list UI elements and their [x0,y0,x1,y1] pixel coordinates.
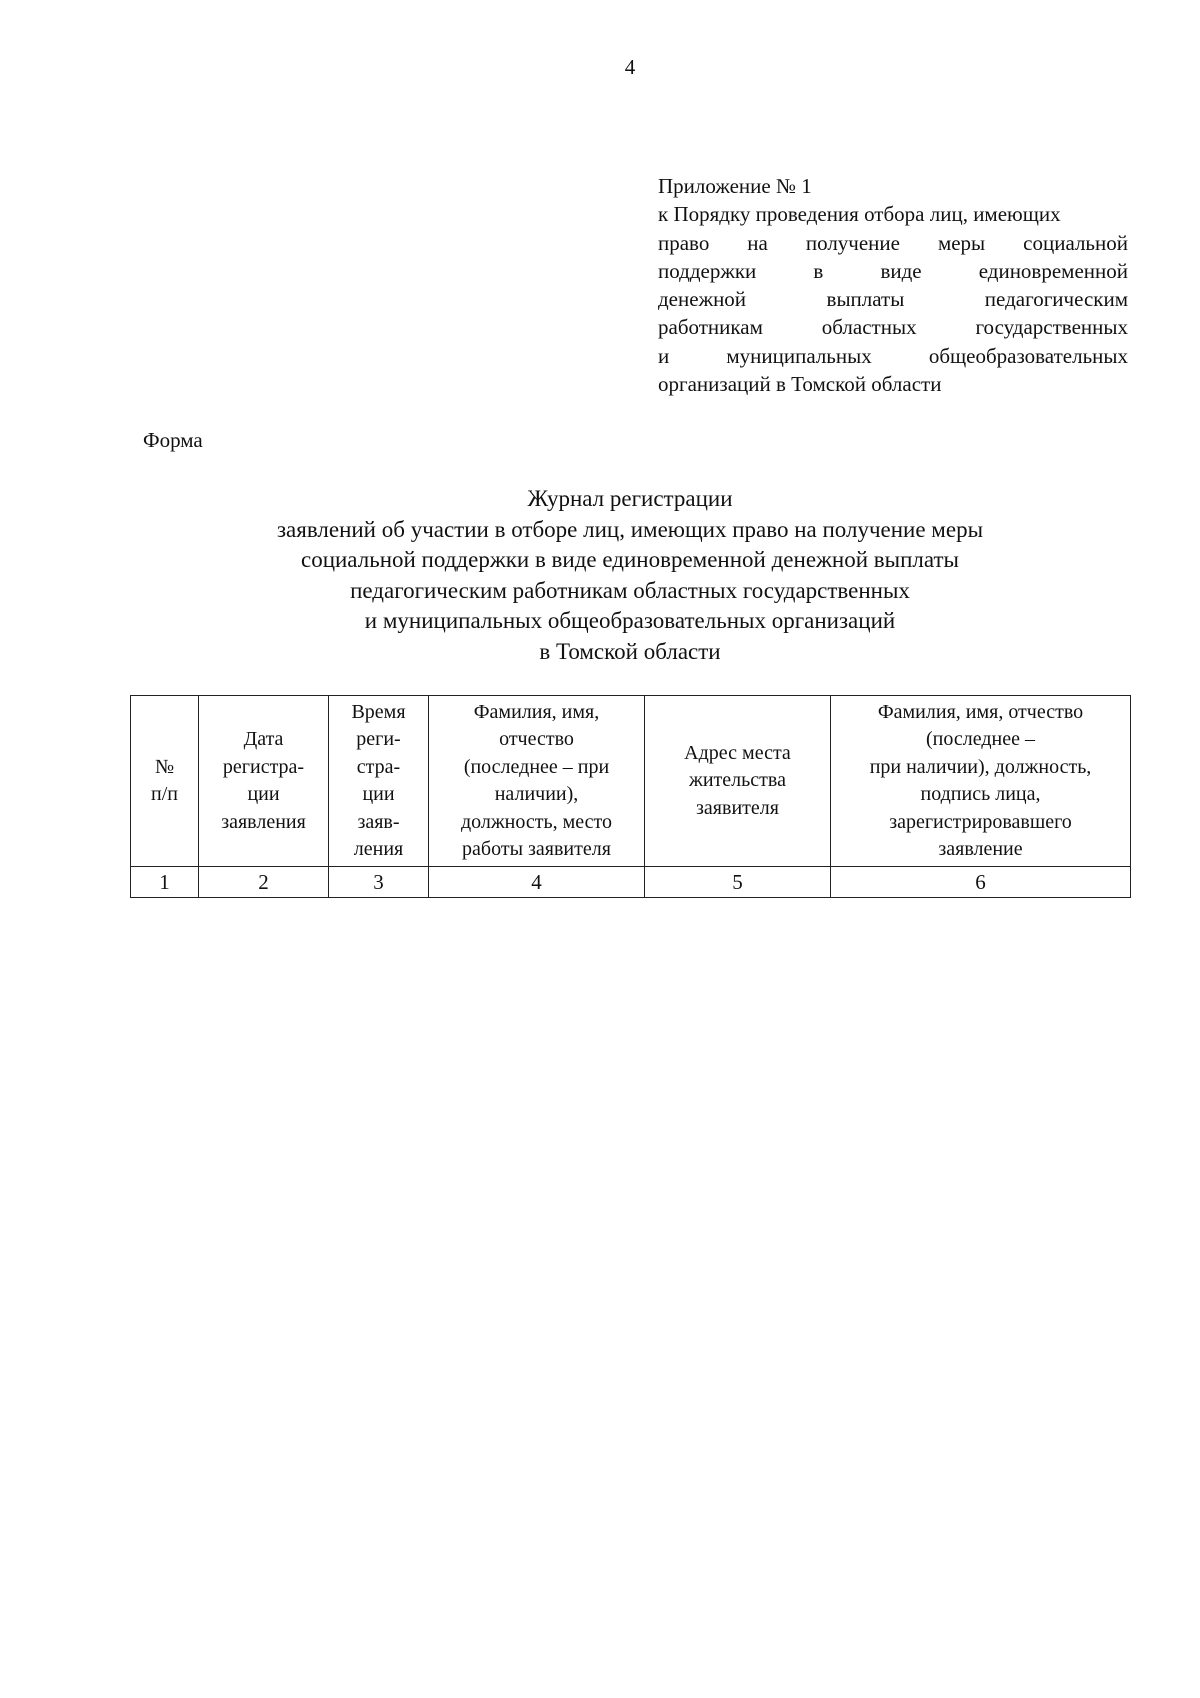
header-cell-registration-time [329,696,429,867]
table-header-row [131,696,1131,867]
appendix-line: к Порядку проведения отбора лиц, имеющих [658,202,1061,227]
header-text: заявления [221,810,306,833]
column-number-cell: 4 [429,867,645,898]
header-text: жительства [689,769,786,792]
header-text: стра- [356,755,401,778]
header-text: заявителя [696,796,779,819]
header-text: № [154,755,175,778]
header-cell-applicant-address [645,696,831,867]
header-cell-registrar [831,696,1131,867]
header-text: должность, место [460,810,613,833]
appendix-line: и муниципальных общеобразовательных [658,343,1128,368]
header-cell-number [131,696,199,867]
header-text: при наличии), должность, [869,755,1092,778]
header-text: заяв- [357,810,400,833]
column-number-cell: 2 [199,867,329,898]
journal-title-line: и муниципальных общеобразовательных организаций [364,608,896,633]
journal-title-line: социальной поддержки в виде единовременной денежной выплаты [300,547,960,572]
header-text: заявление [938,838,1023,860]
column-number-cell: 5 [645,867,831,898]
appendix-caption [658,172,1128,398]
journal-title [130,484,1130,667]
header-text: реги- [356,728,401,750]
appendix-line: денежной выплаты педагогическим [658,287,1128,312]
table-row [131,867,1131,898]
header-text: наличии), [494,783,579,805]
header-text: (последнее – [926,728,1035,750]
journal-title-line: в Томской области [539,638,721,664]
header-text: Фамилия, имя, отчество [877,700,1084,723]
journal-title-line: педагогическим работникам областных государственных [350,577,910,603]
header-text: ции [247,783,280,805]
header-text: Дата [243,728,284,750]
journal-title-line: Журнал регистрации [527,486,733,511]
appendix-line: поддержки в виде единовременной [658,258,1128,283]
appendix-line: работникам областных государственных [658,315,1128,340]
registration-journal-table [130,695,1131,898]
header-text: ции [362,783,395,805]
page-number: 4 [624,55,636,79]
header-cell-applicant-name [429,696,645,867]
column-number-cell: 3 [329,867,429,898]
column-number-cell: 1 [131,867,199,898]
appendix-line: организаций в Томской области [658,372,942,397]
header-text: п/п [151,783,178,805]
header-text: зарегистрировавшего [889,810,1072,833]
header-text: Адрес места [684,741,791,764]
header-cell-registration-date [199,696,329,867]
header-text: подпись лица, [920,783,1041,805]
header-text: Фамилия, имя, [473,700,600,723]
form-label: Форма [143,428,203,452]
header-text: отчество [499,728,574,750]
journal-title-line: заявлений об участии в отборе лиц, имеющих право на получение меры [276,516,984,542]
appendix-line: Приложение № 1 [658,174,812,198]
appendix-line: право на получение меры социальной [658,230,1128,255]
header-text: (последнее – при [463,755,610,778]
header-text: Время [351,700,406,723]
header-text: ления [353,838,404,860]
column-number-cell: 6 [831,867,1131,898]
header-text: регистра- [222,755,305,778]
header-text: работы заявителя [462,838,611,860]
